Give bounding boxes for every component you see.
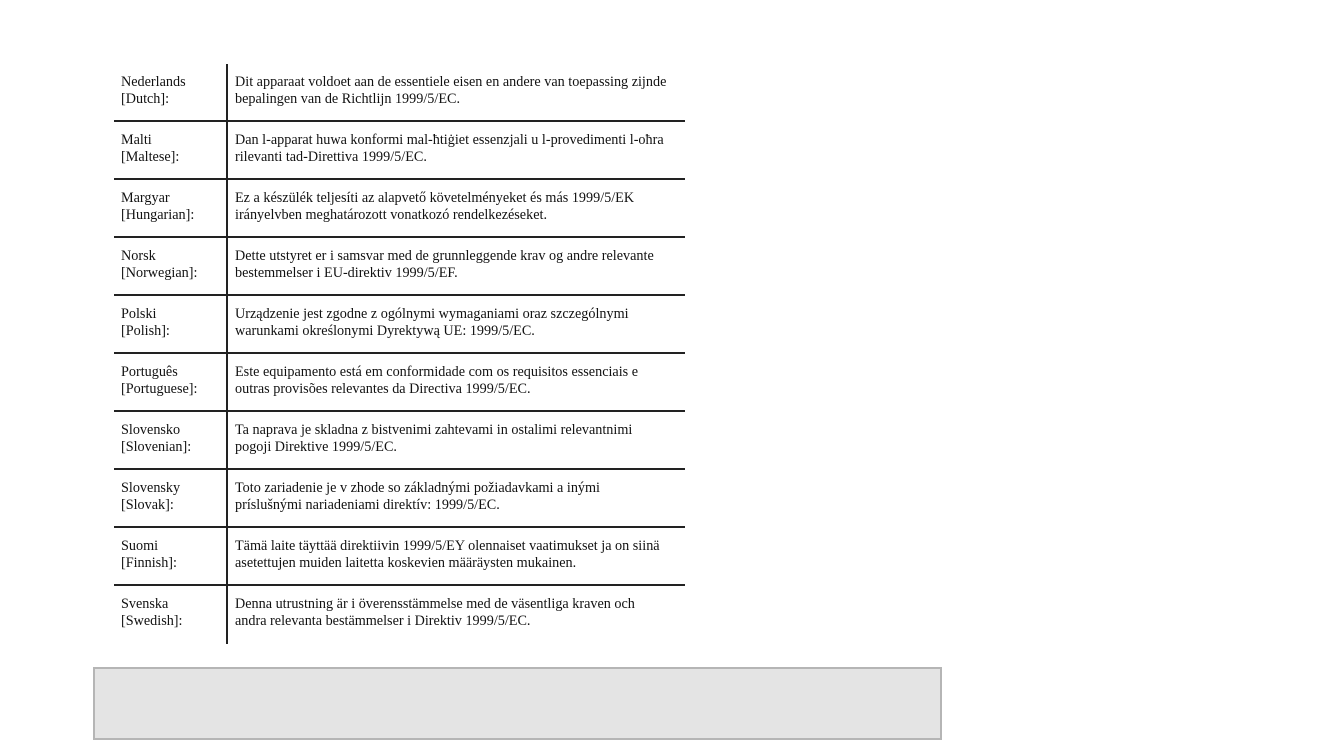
declaration-cell bbox=[226, 296, 685, 352]
language-name: Nederlands bbox=[121, 74, 186, 90]
table-row bbox=[114, 64, 685, 122]
declaration-line: bepalingen van de Richtlijn 1999/5/EC. bbox=[235, 91, 460, 107]
language-cell bbox=[114, 586, 226, 644]
declaration-line: pogoji Direktive 1999/5/EC. bbox=[235, 439, 397, 455]
language-cell bbox=[114, 354, 226, 410]
declaration-line: Denna utrustning är i överensstämmelse med de väsentliga kraven och bbox=[235, 596, 635, 612]
language-cell bbox=[114, 122, 226, 178]
language-cell bbox=[114, 296, 226, 352]
language-name: Norsk bbox=[121, 248, 156, 264]
table-row bbox=[114, 412, 685, 470]
declaration-line: irányelvben meghatározott vonatkozó rendelkezéseket. bbox=[235, 207, 547, 223]
language-name: Slovensko bbox=[121, 422, 181, 438]
language-english-name: [Hungarian]: bbox=[121, 207, 195, 223]
language-cell bbox=[114, 238, 226, 294]
language-cell bbox=[114, 528, 226, 584]
language-name: Português bbox=[121, 364, 178, 380]
declaration-line: warunkami określonymi Dyrektywą UE: 1999/5/EC. bbox=[235, 323, 535, 339]
language-cell bbox=[114, 64, 226, 120]
language-cell bbox=[114, 180, 226, 236]
table-row bbox=[114, 586, 685, 644]
table-row bbox=[114, 238, 685, 296]
declaration-line: asetettujen muiden laitetta koskevien määräysten mukainen. bbox=[235, 555, 577, 571]
table-row bbox=[114, 354, 685, 412]
declaration-line: rilevanti tad-Direttiva 1999/5/EC. bbox=[235, 149, 427, 165]
language-english-name: [Polish]: bbox=[121, 323, 170, 339]
declaration-line: príslušnými nariadeniami direktív: 1999/5/EC. bbox=[235, 497, 500, 513]
declaration-line: Ez a készülék teljesíti az alapvető követelményeket és más 1999/5/EK bbox=[235, 190, 635, 206]
declaration-table bbox=[114, 64, 685, 644]
declaration-cell bbox=[226, 122, 685, 178]
notes-panel bbox=[93, 667, 942, 740]
language-english-name: [Dutch]: bbox=[121, 91, 170, 107]
declaration-line: Dette utstyret er i samsvar med de grunnleggende krav og andre relevante bbox=[235, 248, 654, 264]
declaration-line: Este equipamento está em conformidade com os requisitos essenciais e bbox=[235, 364, 639, 380]
declaration-line: bestemmelser i EU-direktiv 1999/5/EF. bbox=[235, 265, 458, 281]
declaration-cell bbox=[226, 180, 685, 236]
declaration-line: Ta naprava je skladna z bistvenimi zahtevami in ostalimi relevantnimi bbox=[235, 422, 633, 438]
table-row bbox=[114, 122, 685, 180]
declaration-cell bbox=[226, 64, 685, 120]
declaration-line: outras provisões relevantes da Directiva 1999/5/EC. bbox=[235, 381, 531, 397]
table-row bbox=[114, 180, 685, 238]
language-name: Svenska bbox=[121, 596, 169, 612]
declaration-line: Urządzenie jest zgodne z ogólnymi wymaganiami oraz szczególnymi bbox=[235, 306, 629, 322]
language-english-name: [Norwegian]: bbox=[121, 265, 198, 281]
declaration-line: Dan l-apparat huwa konformi mal-ħtiġiet essenzjali u l-provedimenti l-oħra bbox=[235, 132, 664, 148]
language-english-name: [Slovak]: bbox=[121, 497, 174, 513]
language-english-name: [Portuguese]: bbox=[121, 381, 198, 397]
language-cell bbox=[114, 412, 226, 468]
declaration-line: Toto zariadenie je v zhode so základnými požiadavkami a inými bbox=[235, 480, 600, 496]
language-name: Margyar bbox=[121, 190, 170, 206]
language-english-name: [Finnish]: bbox=[121, 555, 177, 571]
language-name: Slovensky bbox=[121, 480, 181, 496]
table-row bbox=[114, 470, 685, 528]
table-row bbox=[114, 296, 685, 354]
language-cell bbox=[114, 470, 226, 526]
declaration-line: andra relevanta bestämmelser i Direktiv 1999/5/EC. bbox=[235, 613, 531, 629]
declaration-cell bbox=[226, 470, 685, 526]
declaration-cell bbox=[226, 238, 685, 294]
declaration-cell bbox=[226, 412, 685, 468]
declaration-cell bbox=[226, 354, 685, 410]
declaration-line: Dit apparaat voldoet aan de essentiele eisen en andere van toepassing zijnde bbox=[235, 74, 667, 90]
language-name: Polski bbox=[121, 306, 157, 322]
language-name: Malti bbox=[121, 132, 152, 148]
declaration-cell bbox=[226, 586, 685, 644]
language-english-name: [Swedish]: bbox=[121, 613, 183, 629]
language-english-name: [Slovenian]: bbox=[121, 439, 192, 455]
declaration-cell bbox=[226, 528, 685, 584]
declaration-line: Tämä laite täyttää direktiivin 1999/5/EY olennaiset vaatimukset ja on siinä bbox=[235, 538, 660, 554]
table-row bbox=[114, 528, 685, 586]
language-name: Suomi bbox=[121, 538, 159, 554]
language-english-name: [Maltese]: bbox=[121, 149, 180, 165]
